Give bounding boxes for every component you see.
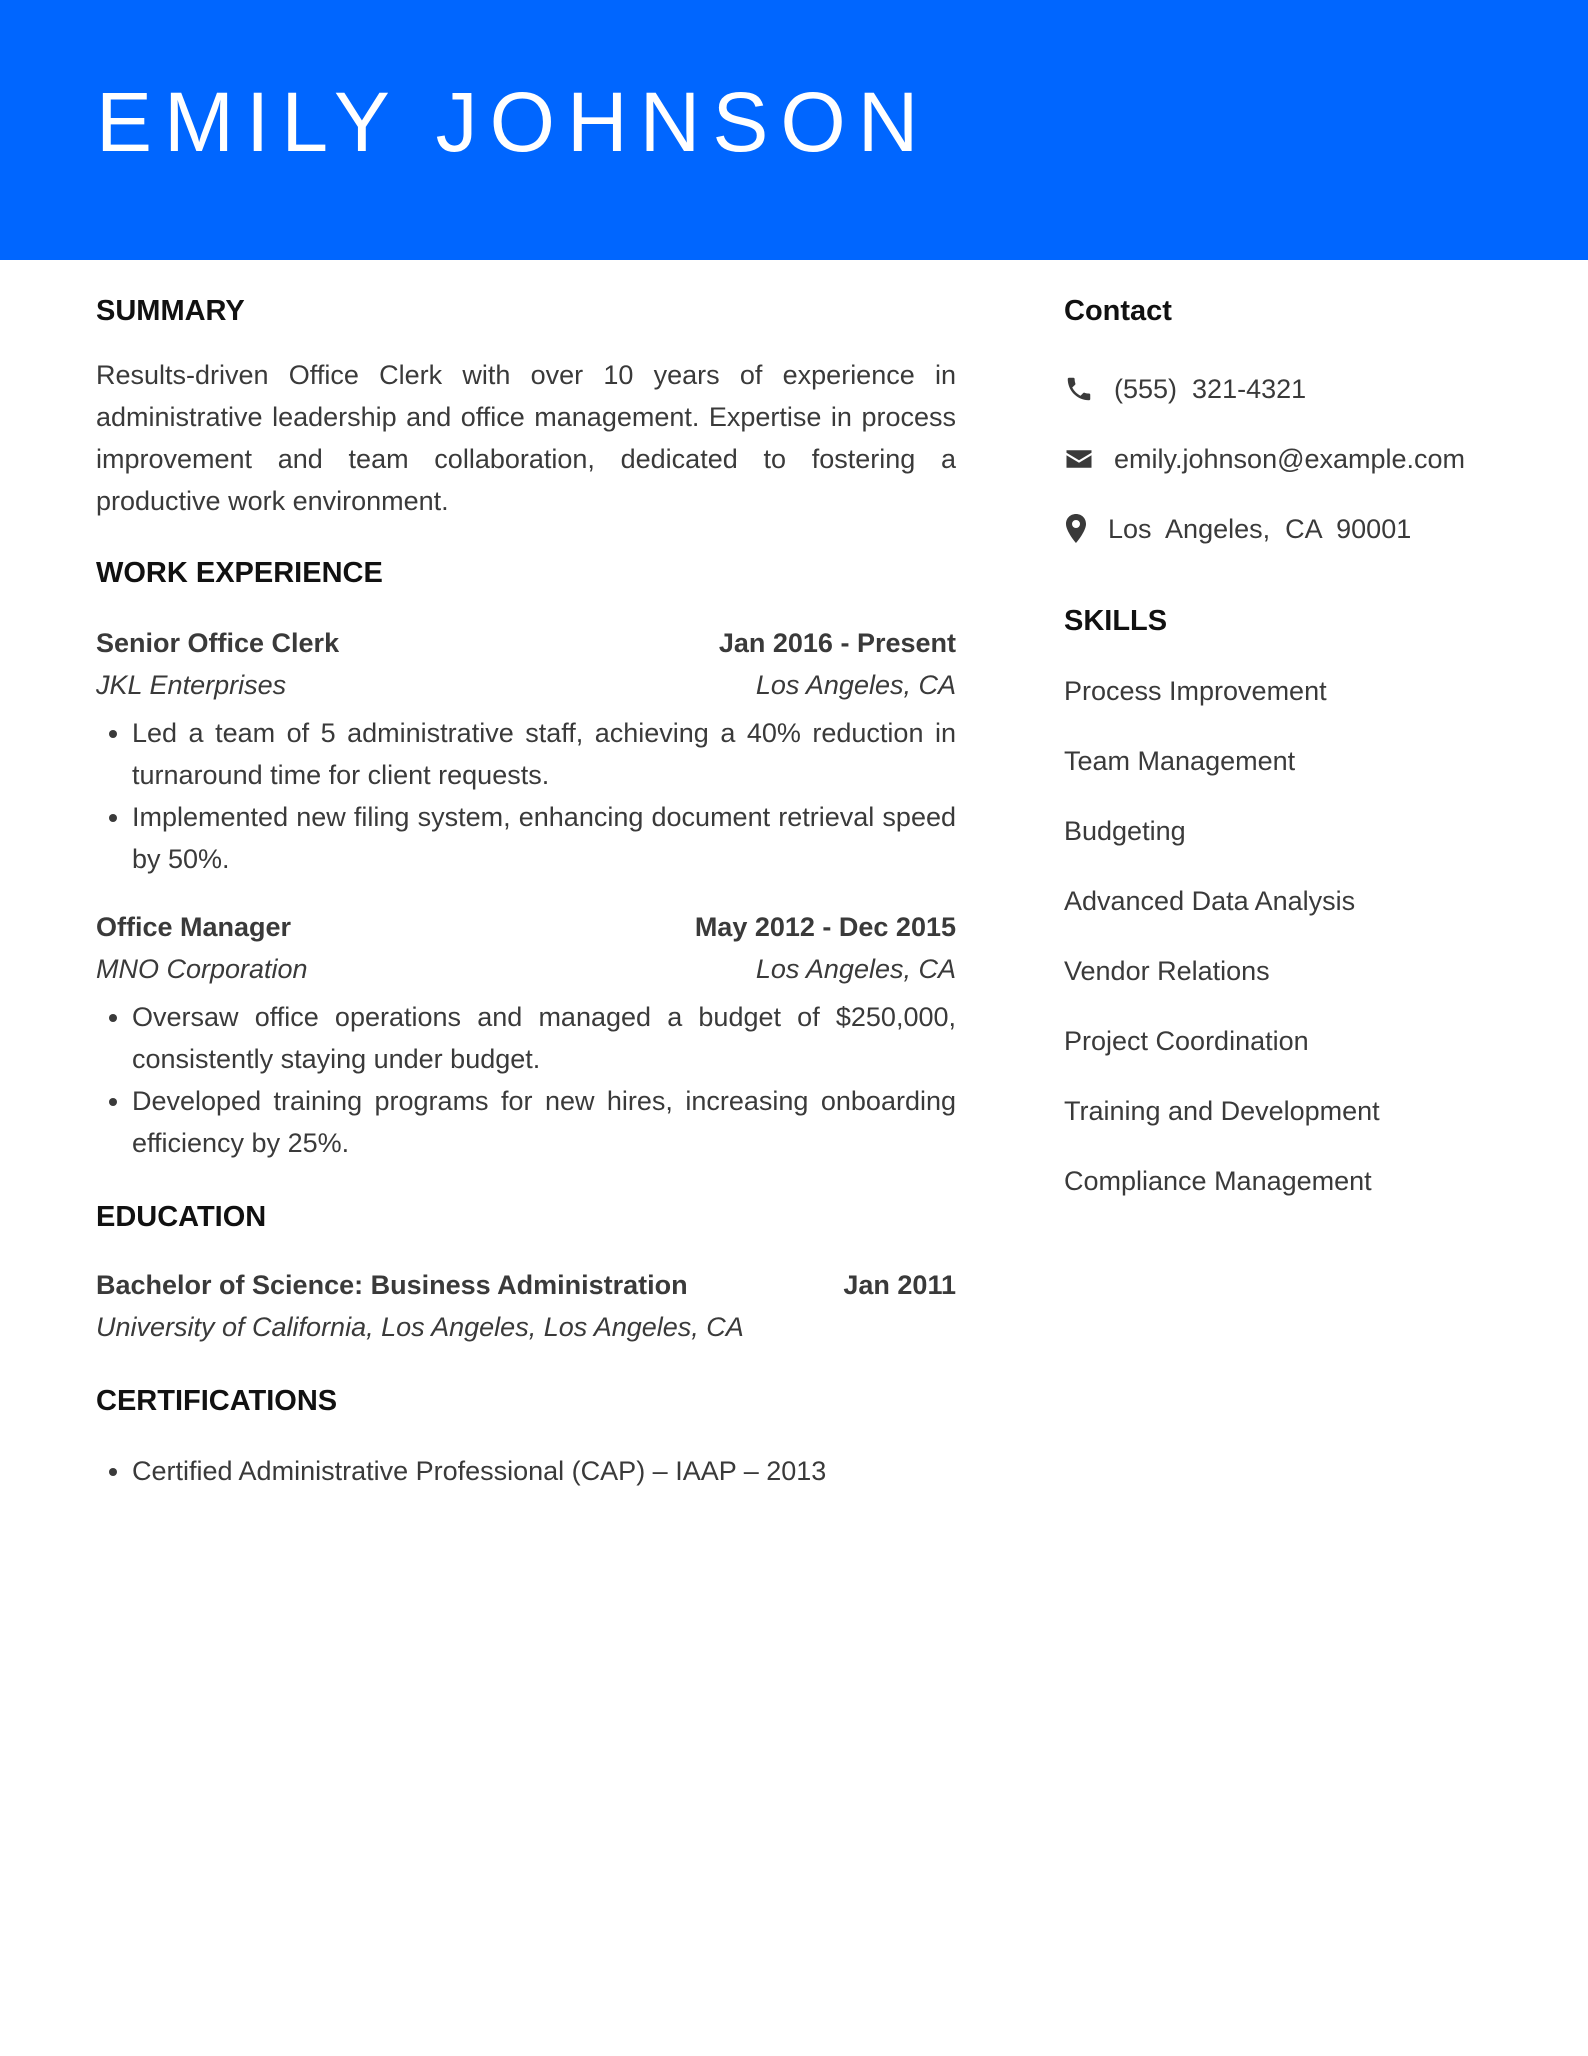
job-entry	[96, 622, 956, 880]
contact-section	[1064, 290, 1524, 550]
education-subheader	[96, 1306, 956, 1348]
job-bullets	[96, 996, 956, 1164]
contact-phone	[1064, 368, 1524, 410]
job-dates: May 2012 - Dec 2015	[694, 912, 956, 942]
job-subheader	[96, 664, 956, 706]
certification-item: • Certified Administrative Professional (CAP) – IAAP – 2013	[132, 1450, 956, 1492]
skill-item: Budgeting	[1064, 816, 1186, 846]
skills-heading: SKILLS	[1064, 605, 1168, 637]
location-text: Los Angeles, CA 90001	[1108, 514, 1412, 544]
job-dates: Jan 2016 - Present	[718, 628, 956, 658]
main-column	[96, 290, 956, 1492]
job-role: Office Manager	[96, 912, 292, 942]
email-address: emily.johnson@example.com	[1114, 444, 1466, 474]
degree: Bachelor of Science: Business Administration	[96, 1270, 688, 1300]
education-section	[96, 1196, 956, 1348]
sidebar-column	[1064, 290, 1524, 1202]
phone-number: (555) 321-4321	[1114, 374, 1307, 404]
summary-heading: SUMMARY	[96, 295, 245, 327]
summary-section	[96, 290, 956, 522]
skill-item: Training and Development	[1064, 1096, 1380, 1126]
job-bullet: • Led a team of 5 administrative staff, achieving a 40% reduction in turnaround time for client requests.	[132, 712, 956, 796]
school: University of California, Los Angeles, Los Angeles, CA	[96, 1312, 744, 1342]
map-pin-icon	[1064, 513, 1108, 545]
job-company: JKL Enterprises	[96, 670, 287, 700]
skill-item: Compliance Management	[1064, 1166, 1372, 1196]
skill-item: Project Coordination	[1064, 1026, 1309, 1056]
job-company: MNO Corporation	[96, 954, 308, 984]
skill-item: Process Improvement	[1064, 676, 1327, 706]
certifications-heading: CERTIFICATIONS	[96, 1385, 338, 1417]
skill-item: Team Management	[1064, 746, 1296, 776]
job-bullet: • Developed training programs for new hires, increasing onboarding efficiency by 25%.	[132, 1080, 956, 1164]
header-banner	[0, 0, 1588, 260]
certifications-section	[96, 1380, 956, 1492]
contact-email	[1064, 438, 1524, 480]
job-bullet: • Oversaw office operations and managed a budget of $250,000, consistently staying under budget.	[132, 996, 956, 1080]
summary-text: Results-driven Office Clerk with over 10 years of experience in administrative leadership and office management. Expertise in process improvement and team collaboration, dedicated to fostering a productive work environment.	[96, 360, 956, 516]
contact-heading: Contact	[1064, 295, 1172, 327]
work-experience-heading: WORK EXPERIENCE	[96, 557, 383, 589]
job-entry	[96, 906, 956, 1164]
envelope-icon	[1064, 443, 1114, 475]
education-heading: EDUCATION	[96, 1201, 267, 1233]
skills-section	[1064, 600, 1524, 1202]
candidate-name: EMILY JOHNSON	[96, 75, 931, 169]
certifications-list	[96, 1450, 956, 1492]
job-location: Los Angeles, CA	[755, 670, 956, 700]
work-experience-section	[96, 552, 956, 1164]
job-header	[96, 906, 956, 948]
job-role: Senior Office Clerk	[96, 628, 340, 658]
skills-list	[1064, 670, 1524, 1202]
job-location: Los Angeles, CA	[755, 954, 956, 984]
job-header	[96, 622, 956, 664]
contact-location	[1064, 508, 1524, 550]
job-bullet: • Implemented new filing system, enhancing document retrieval speed by 50%.	[132, 796, 956, 880]
phone-icon	[1064, 373, 1114, 405]
job-subheader	[96, 948, 956, 990]
education-header	[96, 1264, 956, 1306]
skill-item: Vendor Relations	[1064, 956, 1270, 986]
job-bullets	[96, 712, 956, 880]
skill-item: Advanced Data Analysis	[1064, 886, 1356, 916]
graduation-date: Jan 2011	[843, 1270, 956, 1300]
